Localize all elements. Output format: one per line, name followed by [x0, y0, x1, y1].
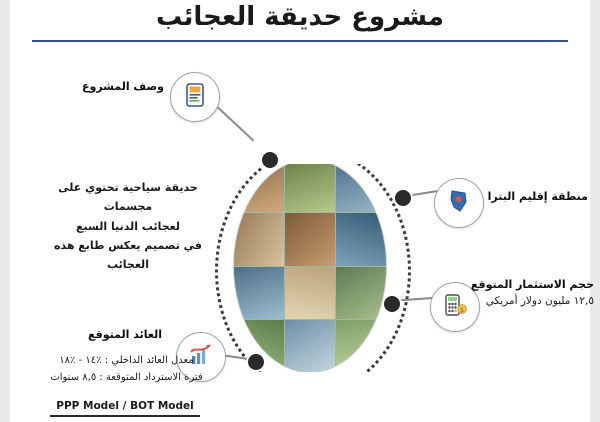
right-edge-bar: [590, 0, 600, 422]
slide-canvas: [10, 0, 594, 422]
title-divider: [32, 40, 568, 42]
return-details: [24, 352, 229, 386]
payback-text: فترة الاسترداد المتوقعة : ٨,٥ سنوات: [50, 372, 203, 383]
label-project-description: وصف المشروع: [81, 80, 164, 93]
ring-node-right-upper: [393, 188, 413, 208]
document-board-icon: [182, 82, 208, 112]
left-edge-bar: [0, 0, 10, 422]
calculator-money-icon: [442, 292, 468, 322]
description-line-1: حديقة سياحية تحتوي على مجسمات: [58, 181, 198, 214]
ring-node-right-lower: [382, 294, 402, 314]
page-title: مشروع حديقة العجائب: [156, 2, 444, 32]
map-pin-jordan-icon: [446, 188, 472, 218]
label-region: منطقة إقليم البترا: [487, 190, 588, 203]
label-expected-return: العائد المتوقع: [88, 328, 162, 341]
svg-text:$: $: [460, 307, 464, 314]
model-underline: [50, 415, 200, 417]
description-line-2: لعجائب الدنيا السبع: [76, 219, 180, 233]
description-line-3: في تصميم يعكس طابع هذه العجائب: [53, 238, 202, 271]
badge-project-description[interactable]: [170, 72, 220, 122]
ring-node-bottom: [246, 352, 266, 372]
model-text: PPP Model / BOT Model: [56, 400, 194, 412]
ring-node-top: [260, 150, 280, 170]
badge-region[interactable]: [434, 178, 484, 228]
label-investment: حجم الاستثمار المتوقع ١٢,٥ مليون دولار أمريكي: [470, 278, 594, 307]
irr-text: معدل العائد الداخلي : ٪١٤ - ٪١٨: [59, 355, 194, 366]
project-description-text: [38, 178, 218, 274]
ring-gap-bottom: [248, 372, 378, 402]
